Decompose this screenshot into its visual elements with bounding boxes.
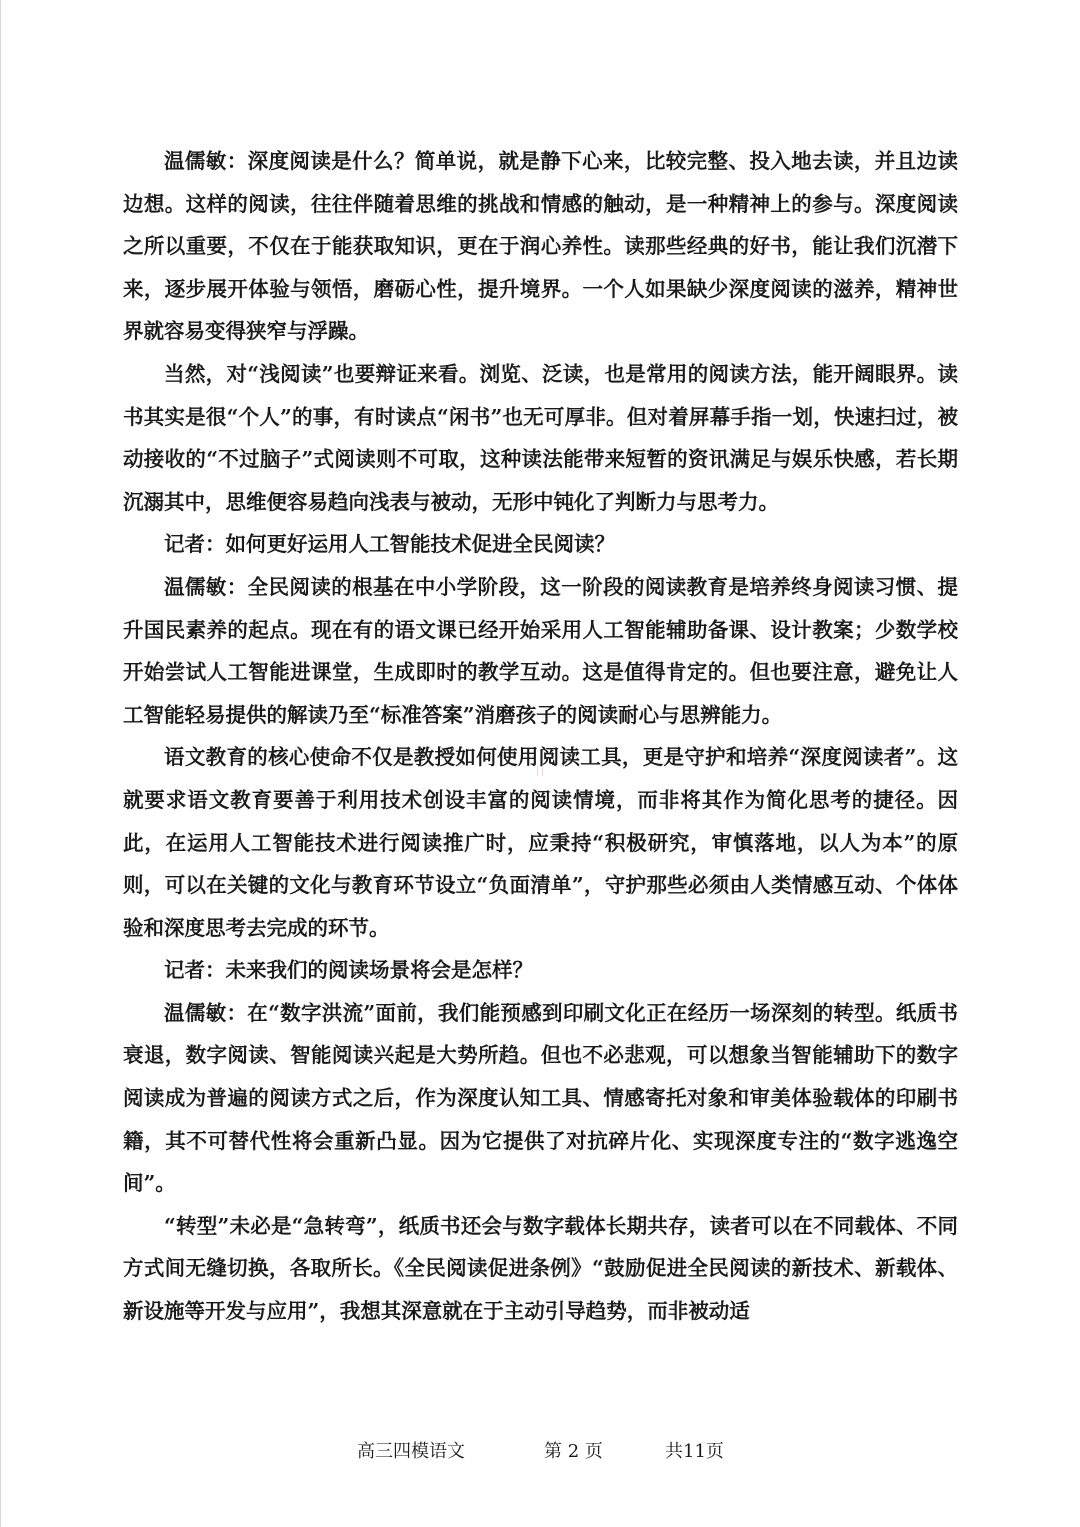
paragraph-digital-flood: 温儒敏：在“数字洪流”面前，我们能预感到印刷文化正在经历一场深刻的转型。纸质书衰退，数字阅读、智能阅读兴起是大势所趋。但也不必悲观，可以想象当智能辅助下的数字阅读成为普遍的阅读方式之后，作为深度认知工具、情感寄托对象和审美体验载体的印刷书籍，其不可替代性将会重新凸显。因为它提供了对抗碎片化、实现深度专注的“数字逃逸空间”。 — [123, 1000, 958, 1196]
page-footer — [1, 1437, 1080, 1463]
paragraph-chinese-education: 语文教育的核心使命不仅是教授如何使用阅读工具，更是守护和培养“深度阅读者”。这就要求语文教育要善于利用技术创设丰富的阅读情境，而非将其作为简化思考的捷径。因此，在运用人工智能技术进行阅读推广时，应秉持“积极研究，审慎落地，以人为本”的原则，可以在关键的文化与教育环节设立“负面清单”，守护那些必须由人类情感互动、个体体验和深度思考去完成的环节。 — [123, 745, 958, 940]
question-future-reading: 记者：未来我们的阅读场景将会是怎样？ — [164, 958, 533, 983]
footer-page-number: 第 2 页 — [544, 1441, 603, 1462]
paragraph-school-reading: 温儒敏：全民阅读的根基在中小学阶段，这一阶段的阅读教育是培养终身阅读习惯、提升国民素养的起点。现在有的语文课已经开始采用人工智能辅助备课、设计教案；少数学校开始尝试人工智能进课堂，生成即时的教学互动。这是值得肯定的。但也要注意，避免让人工智能轻易提供的解读乃至“标准答案”消磨孩子的阅读耐心与思辨能力。 — [123, 574, 958, 727]
paragraph-transformation: “转型”未必是“急转弯”，纸质书还会与数字载体长期共存，读者可以在不同载体、不同方式间无缝切换，各取所长。《全民阅读促进条例》“鼓励促进全民阅读的新技术、新载体、新设施等开发与应用”，我想其深意就在于主动引导趋势，而非被动适 — [123, 1213, 958, 1324]
paragraph-shallow-reading: 当然，对“浅阅读”也要辩证来看。浏览、泛读，也是常用的阅读方法，能开阔眼界。读书其实是很“个人”的事，有时读点“闲书”也无可厚非。但对着屏幕手指一划，快速扫过，被动接收的“不过脑子”式阅读则不可取，这种读法能带来短暂的资讯满足与娱乐快感，若长期沉溺其中，思维便容易趋向浅表与被动，无形中钝化了判断力与思考力。 — [123, 361, 958, 514]
footer-total-pages: 共11页 — [665, 1441, 724, 1462]
question-ai-reading: 记者：如何更好运用人工智能技术促进全民阅读？ — [164, 532, 615, 557]
paragraph-deep-reading: 温儒敏：深度阅读是什么？简单说，就是静下心来，比较完整、投入地去读，并且边读边想。这样的阅读，往往伴随着思维的挑战和情感的触动，是一种精神上的参与。深度阅读之所以重要，不仅在于能获取知识，更在于润心养性。读那些经典的好书，能让我们沉潜下来，逐步展开体验与领悟，磨砺心性，提升境界。一个人如果缺少深度阅读的滋养，精神世界就容易变得狭窄与浮躁。 — [123, 149, 958, 344]
article-body — [123, 140, 958, 1333]
footer-exam-name: 高三四模语文 — [357, 1441, 465, 1462]
faint-scan-mark — [537, 766, 543, 776]
